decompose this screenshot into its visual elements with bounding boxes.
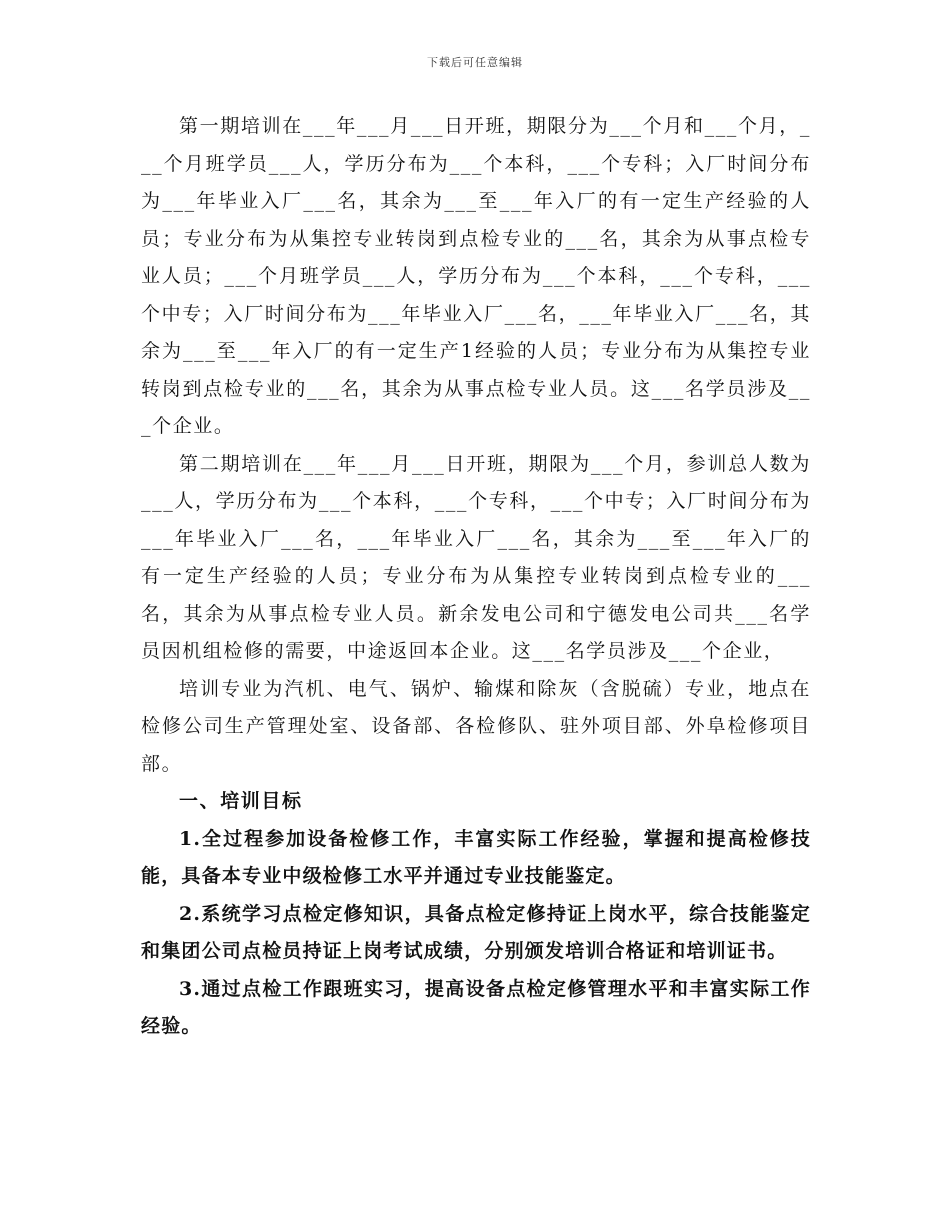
paragraph-second-session: 第二期培训在___年___月___日开班，期限为___个月，参训总人数为___人，学历分布为___个本科，___个专科，___个中专；入厂时间分布为___年毕业入厂___名，___年毕业入厂___名，其余为___至___年入厂的有一定生产经验的人员；专业分布为从集控专业转岗到点检专业的___名，其余为从事点检专业人员。新余发电公司和宁德发电公司共___名学员因机组检修的需要，中途返回本企业。这___名学员涉及___个企业， — [141, 452, 811, 662]
page-header-note: 下载后可任意编辑 — [427, 56, 523, 69]
goal-item-2: 2.系统学习点检定修知识，具备点检定修持证上岗水平，综合技能鉴定和集团公司点检员持证上岗考试成绩，分别颁发培训合格证和培训证书。 — [141, 902, 811, 962]
goal-item-1: 1.全过程参加设备检修工作，丰富实际工作经验，掌握和提高检修技能，具备本专业中级检修工水平并通过专业技能鉴定。 — [141, 827, 811, 887]
paragraph-first-session: 第一期培训在___年___月___日开班，期限分为___个月和___个月，___个月班学员___人，学历分布为___个本科，___个专科；入厂时间分布为___年毕业入厂___名，其余为___至___年入厂的有一定生产经验的人员；专业分布为从集控专业转岗到点检专业的___名，其余为从事点检专业人员；___个月班学员___人，学历分布为___个本科，___个专科，___个中专；入厂时间分布为___年毕业入厂___名，___年毕业入厂___名，其余为___至___年入厂的有一定生产1经验的人员；专业分布为从集控专业转岗到点检专业的___名，其余为从事点检专业人员。这___名学员涉及___个企业。 — [141, 115, 811, 437]
section-title-training-goals: 一、培训目标 — [179, 790, 303, 812]
document-body — [141, 108, 811, 1046]
goal-item-3: 3.通过点检工作跟班实习，提高设备点检定修管理水平和丰富实际工作经验。 — [141, 977, 811, 1037]
paragraph-training-specialties: 培训专业为汽机、电气、锅炉、输煤和除灰（含脱硫）专业，地点在检修公司生产管理处室、设备部、各检修队、驻外项目部、外阜检修项目部。 — [141, 677, 811, 775]
